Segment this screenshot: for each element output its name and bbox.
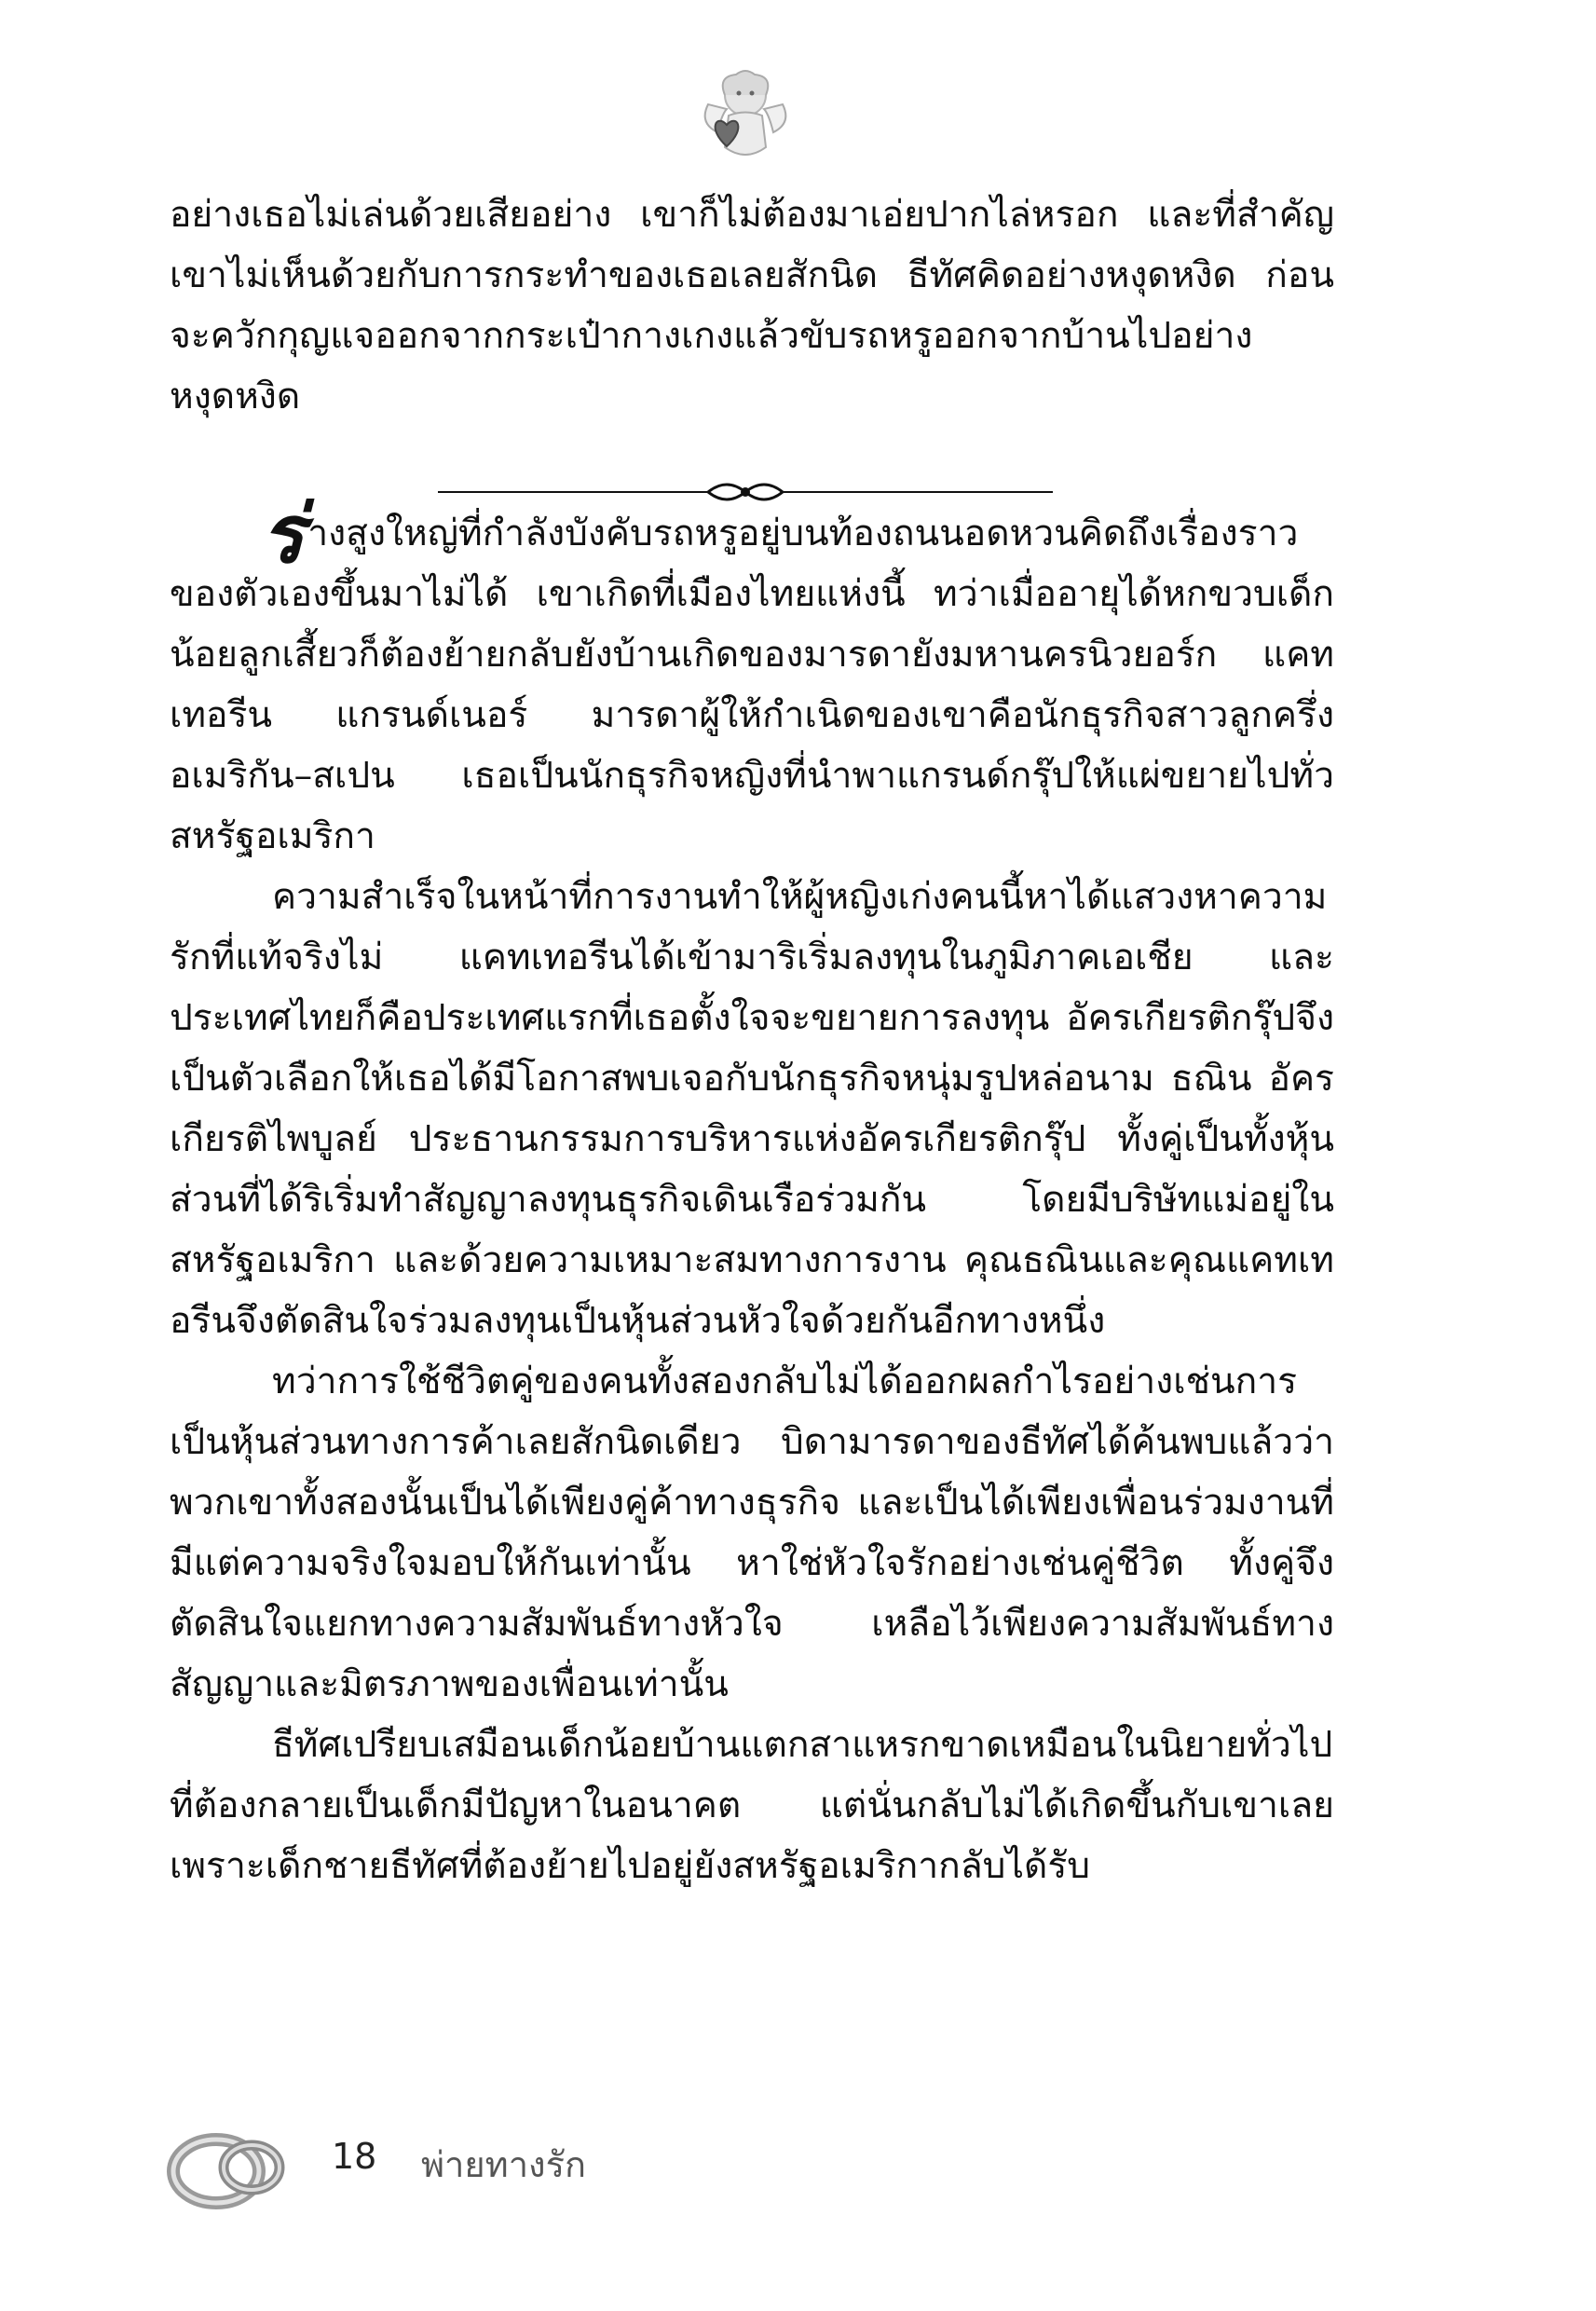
main-text-block xyxy=(170,487,1334,1896)
paragraph-5: ธีทัศเปรียบเสมือนเด็กน้อยบ้านแตกสาแหรกขาดเหมือนในนิยายทั่วไปที่ต้องกลายเป็นเด็กมีปัญหาในอนาคต แต่นั่นกลับไม่ได้เกิดขึ้นกับเขาเลย เพราะเด็กชายธีทัศที่ต้องย้ายไปอยู่ยังสหรัฐอเมริกากลับได้รับ xyxy=(170,1724,1334,1887)
opening-paragraph-block xyxy=(170,185,1334,427)
paragraph-2 xyxy=(170,487,1334,867)
paragraph-2-text: างสูงใหญ่ที่กำลังบังคับรถหรูอยู่บนท้องถนนอดหวนคิดถึงเรื่องราวของตัวเองขึ้นมาไม่ได้ เขาเกิดที่เมืองไทยแห่งนี้ ทว่าเมื่ออายุได้หกขวบเด็กน้อยลูกเสี้ยวก็ต้องย้ายกลับยังบ้านเกิดของมารดายังมหานครนิวยอร์ก แคทเทอรีน แกรนด์เนอร์ มารดาผู้ให้กำเนิดของเขาคือนักธุรกิจสาวลูกครึ่งอเมริกัน–สเปน เธอเป็นนักธุรกิจหญิงที่นำพาแกรนด์กรุ๊ปให้แผ่ขยายไปทั่วสหรัฐอเมริกา xyxy=(170,513,1334,857)
page-number: 18 xyxy=(332,2136,377,2177)
book-title: พ่ายทางรัก xyxy=(421,2144,587,2185)
cupid-icon xyxy=(689,58,801,170)
paragraph-3: ความสำเร็จในหน้าที่การงานทำให้ผู้หญิงเก่งคนนี้หาได้แสวงหาความรักที่แท้จริงไม่ แคทเทอรีนได้เข้ามาริเริ่มลงทุนในภูมิภาคเอเชีย และประเทศไทยก็คือประเทศแรกที่เธอตั้งใจจะขยายการลงทุน อัครเกียรติกรุ๊ปจึงเป็นตัวเลือกให้เธอได้มีโอกาสพบเจอกับนักธุรกิจหนุ่มรูปหล่อนาม ธณิน อัครเกียรติไพบูลย์ ประธานกรรมการบริหารแห่งอัครเกียรติกรุ๊ป ทั้งคู่เป็นทั้งหุ้นส่วนที่ได้ริเริ่มทำสัญญาลงทุนธุรกิจเดินเรือร่วมกัน โดยมีบริษัทแม่อยู่ในสหรัฐอเมริกา และด้วยความเหมาะสมทางการงาน คุณธณินและคุณแคทเทอรีนจึงตัดสินใจร่วมลงทุนเป็นหุ้นส่วนหัวใจด้วยกันอีกทางหนึ่ง xyxy=(170,876,1334,1342)
page-footer xyxy=(0,2106,1596,2236)
rings-icon xyxy=(158,2106,298,2227)
paragraph-4: ทว่าการใช้ชีวิตคู่ของคนทั้งสองกลับไม่ได้ออกผลกำไรอย่างเช่นการเป็นหุ้นส่วนทางการค้าเลยสักนิดเดียว บิดามารดาของธีทัศได้ค้นพบแล้วว่าพวกเขาทั้งสองนั้นเป็นได้เพียงคู่ค้าทางธุรกิจ และเป็นได้เพียงเพื่อนร่วมงานที่มีแต่ความจริงใจมอบให้กันเท่านั้น หาใช่หัวใจรักอย่างเช่นคู่ชีวิต ทั้งคู่จึงตัดสินใจแยกทางความสัมพันธ์ทางหัวใจ เหลือไว้เพียงความสัมพันธ์ทางสัญญาและมิตรภาพของเพื่อนเท่านั้น xyxy=(170,1361,1334,1705)
paragraph-1: อย่างเธอไม่เล่นด้วยเสียอย่าง เขาก็ไม่ต้องมาเอ่ยปากไล่หรอก และที่สำคัญ เขาไม่เห็นด้วยกับการกระทำของเธอเลยสักนิด ธีทัศคิดอย่างหงุดหงิด ก่อนจะควักกุญแจออกจากกระเป๋ากางเกงแล้วขับรถหรูออกจากบ้านไปอย่างหงุดหงิด xyxy=(170,194,1334,417)
drop-cap: ร่ xyxy=(261,487,305,581)
